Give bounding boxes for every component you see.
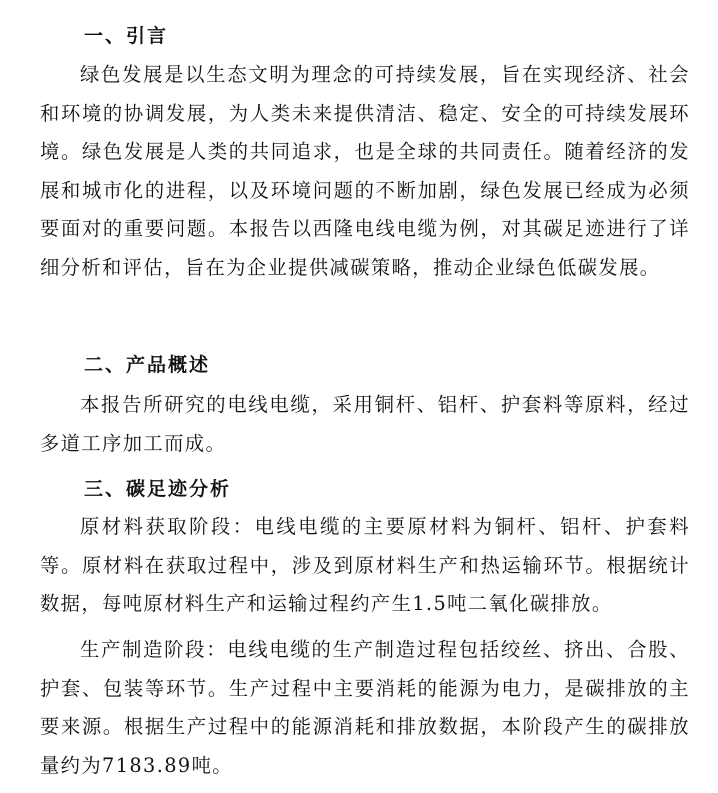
paragraph-manufacturing-stage: 生产制造阶段：电线电缆的生产制造过程包括绞丝、挤出、合股、护套、包装等环节。生产过程中主要消耗的能源为电力，是碳排放的主要来源。根据生产过程中的能源消耗和排放数据，本阶段产生的碳排放量约为7183.89吨。 <box>40 638 690 777</box>
section-heading-product-overview: 二、产品概述 <box>84 354 211 376</box>
paragraph-raw-material-stage: 原材料获取阶段：电线电缆的主要原材料为铜杆、铝杆、护套料等。原材料在获取过程中，涉及到原材料生产和热运输环节。根据统计数据，每吨原材料生产和运输过程约产生1.5吨二氧化碳排放。 <box>40 515 690 616</box>
paragraph-introduction: 绿色发展是以生态文明为理念的可持续发展，旨在实现经济、社会和环境的协调发展，为人类未来提供清洁、稳定、安全的可持续发展环境。绿色发展是人类的共同追求，也是全球的共同责任。随着经济的发展和城市化的进程，以及环境问题的不断加剧，绿色发展已经成为必须要面对的重要问题。本报告以西隆电线电缆为例，对其碳足迹进行了详细分析和评估，旨在为企业提供减碳策略，推动企业绿色低碳发展。 <box>40 63 690 279</box>
section-heading-carbon-footprint: 三、碳足迹分析 <box>84 478 232 500</box>
paragraph-product-overview: 本报告所研究的电线电缆，采用铜杆、铝杆、护套料等原料，经过多道工序加工而成。 <box>40 393 690 455</box>
section-heading-introduction: 一、引言 <box>84 25 169 47</box>
